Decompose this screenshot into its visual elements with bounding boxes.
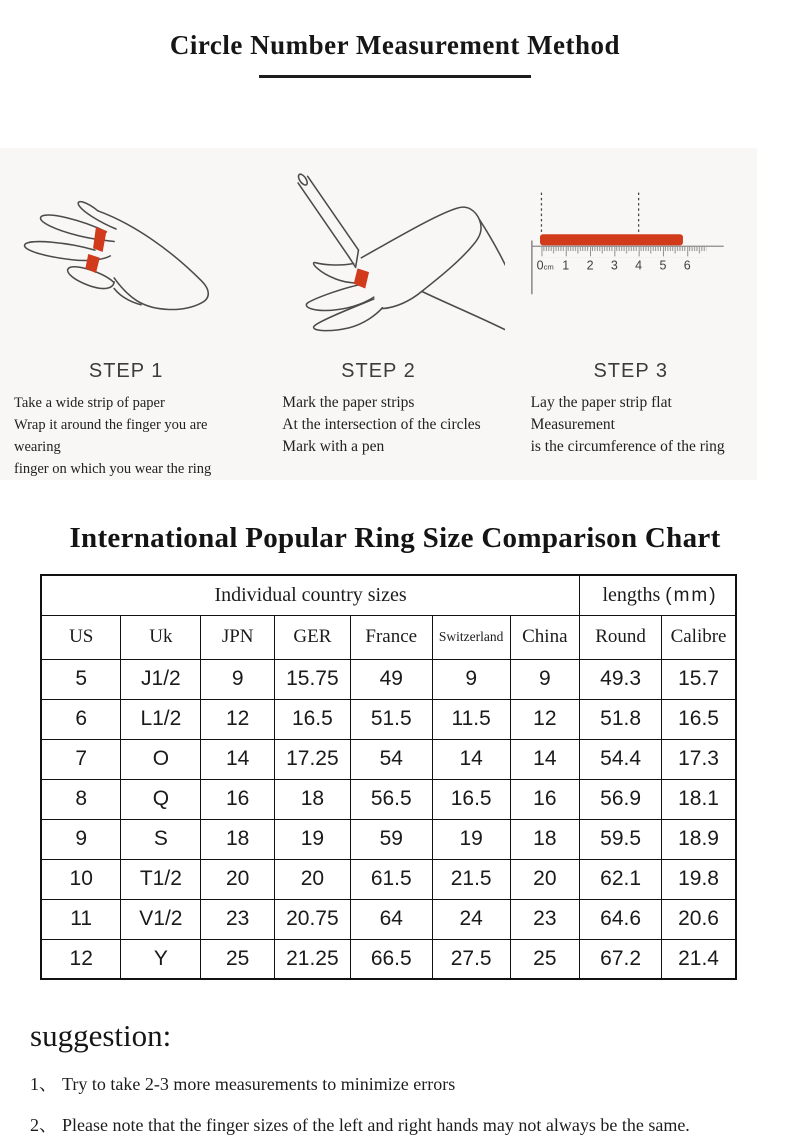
table-cell: 18.1: [662, 779, 736, 819]
step-2: [252, 152, 504, 480]
column-header: US: [41, 615, 121, 659]
step-3: [505, 152, 757, 480]
table-cell: 20: [275, 859, 351, 899]
table-cell: 19.8: [662, 859, 736, 899]
chart-title: International Popular Ring Size Comparison Chart: [69, 522, 721, 554]
table-cell: 14: [432, 739, 510, 779]
table-cell: 23: [201, 899, 275, 939]
step-2-line: Mark the paper strips: [282, 394, 415, 411]
table-cell: 16.5: [275, 699, 351, 739]
suggestion-item-text: Try to take 2-3 more measurements to minimize errors: [62, 1074, 456, 1094]
table-cell: 61.5: [350, 859, 432, 899]
header: [0, 0, 790, 78]
table-cell: 14: [510, 739, 580, 779]
table-row: [41, 939, 736, 979]
table-cell: 11: [41, 899, 121, 939]
table-row: [41, 819, 736, 859]
table-cell: 62.1: [580, 859, 662, 899]
suggestion-list: [30, 1070, 790, 1137]
column-header: France: [350, 615, 432, 659]
table-cell: Q: [121, 779, 201, 819]
table-cell: 20: [510, 859, 580, 899]
hand-mark-illustration: [252, 152, 504, 354]
step-2-line: At the intersection of the circles: [282, 416, 481, 433]
ruler-mark: 5: [659, 258, 667, 273]
table-cell: 66.5: [350, 939, 432, 979]
suggestion-item: [30, 1111, 790, 1137]
step-3-line: Measurement: [530, 416, 615, 433]
step-2-description: [252, 392, 504, 458]
step-2-label: STEP 2: [341, 360, 416, 382]
ring-size-table: [40, 574, 737, 980]
table-cell: 16: [510, 779, 580, 819]
suggestion-item-number: 1、: [30, 1074, 57, 1094]
table-cell: 21.25: [275, 939, 351, 979]
step-3-label: STEP 3: [593, 360, 669, 382]
table-cell: 56.9: [580, 779, 662, 819]
table-cell: 16: [201, 779, 275, 819]
table-cell: 15.75: [275, 659, 351, 699]
table-cell: 18: [201, 819, 275, 859]
table-cell: 7: [41, 739, 121, 779]
table-cell: O: [121, 739, 201, 779]
table-cell: 21.4: [662, 939, 736, 979]
table-cell: 17.25: [275, 739, 351, 779]
title-underline: [259, 75, 531, 78]
table-cell: 19: [275, 819, 351, 859]
suggestion-item-text: Please note that the finger sizes of the left and right hands may not always be the same.: [62, 1115, 690, 1135]
column-header-row: [41, 615, 736, 659]
step-3-line: is the circumference of the ring: [530, 438, 725, 455]
suggestion-item: [30, 1070, 790, 1096]
step-2-line: Mark with a pen: [282, 438, 385, 455]
ruler-mark: 4: [634, 258, 642, 273]
step-1-label: STEP 1: [88, 360, 164, 382]
column-header: Calibre: [662, 615, 736, 659]
comparison-chart-section: [0, 522, 790, 980]
table-cell: 9: [510, 659, 580, 699]
ruler-mark: 6: [683, 258, 691, 273]
column-header: GER: [275, 615, 351, 659]
table-cell: 56.5: [350, 779, 432, 819]
step-3-line: Lay the paper strip flat: [530, 394, 672, 411]
table-cell: 59.5: [580, 819, 662, 859]
step-1-description: [0, 392, 252, 480]
step-1: [0, 152, 252, 480]
table-cell: 51.5: [350, 699, 432, 739]
table-cell: 20.6: [662, 899, 736, 939]
ruler-illustration: [505, 152, 757, 354]
table-row: [41, 659, 736, 699]
column-header: Uk: [121, 615, 201, 659]
table-cell: 9: [432, 659, 510, 699]
table-cell: 16.5: [662, 699, 736, 739]
table-cell: 54.4: [580, 739, 662, 779]
group-header-countries: Individual country sizes: [41, 575, 580, 615]
table-cell: 49: [350, 659, 432, 699]
table-cell: 12: [41, 939, 121, 979]
step-1-line: Wrap it around the finger you are wearing: [14, 417, 208, 455]
step-1-line: Take a wide strip of paper: [14, 395, 165, 411]
table-cell: 24: [432, 899, 510, 939]
table-row: [41, 739, 736, 779]
column-header: Round: [580, 615, 662, 659]
step-3-description: [505, 392, 757, 458]
table-cell: 19: [432, 819, 510, 859]
table-cell: 64: [350, 899, 432, 939]
column-header: Switzerland: [432, 615, 510, 659]
table-row: [41, 859, 736, 899]
step-1-line: finger on which you wear the ring: [14, 461, 212, 477]
column-header: China: [510, 615, 580, 659]
ruler-measure-icon: [505, 152, 757, 354]
table-cell: 49.3: [580, 659, 662, 699]
table-cell: 51.8: [580, 699, 662, 739]
table-cell: 9: [41, 819, 121, 859]
table-cell: 27.5: [432, 939, 510, 979]
table-row: [41, 779, 736, 819]
suggestion-item-number: 2、: [30, 1115, 57, 1135]
hand-wrap-illustration: [0, 152, 252, 354]
group-header-row: [41, 575, 736, 615]
ruler-mark: 1: [561, 258, 569, 273]
hand-with-pen-icon: [252, 152, 504, 354]
page-title: Circle Number Measurement Method: [169, 30, 621, 60]
ruler-mark: 3: [610, 258, 618, 273]
table-cell: 8: [41, 779, 121, 819]
table-cell: 21.5: [432, 859, 510, 899]
table-cell: 67.2: [580, 939, 662, 979]
steps-section: [0, 148, 757, 480]
table-cell: T1/2: [121, 859, 201, 899]
table-cell: 25: [510, 939, 580, 979]
table-cell: 5: [41, 659, 121, 699]
table-cell: 10: [41, 859, 121, 899]
table-cell: 18.9: [662, 819, 736, 859]
table-cell: 17.3: [662, 739, 736, 779]
table-cell: 18: [510, 819, 580, 859]
table-cell: 14: [201, 739, 275, 779]
table-cell: 16.5: [432, 779, 510, 819]
hand-with-paper-strip-icon: [0, 152, 252, 354]
column-header: JPN: [201, 615, 275, 659]
ruler-mark: 2: [586, 258, 594, 273]
table-cell: J1/2: [121, 659, 201, 699]
table-cell: S: [121, 819, 201, 859]
table-cell: 12: [510, 699, 580, 739]
table-cell: 59: [350, 819, 432, 859]
table-row: [41, 699, 736, 739]
table-cell: 23: [510, 899, 580, 939]
suggestion-section: [30, 1018, 790, 1137]
table-row: [41, 899, 736, 939]
table-cell: 20: [201, 859, 275, 899]
table-cell: Y: [121, 939, 201, 979]
group-header-lengths: lengths (mm): [580, 575, 736, 615]
table-cell: 25: [201, 939, 275, 979]
table-cell: 6: [41, 699, 121, 739]
table-cell: 11.5: [432, 699, 510, 739]
table-cell: L1/2: [121, 699, 201, 739]
suggestion-title: suggestion:: [30, 1018, 172, 1053]
table-cell: V1/2: [121, 899, 201, 939]
size-table-body: [41, 659, 736, 979]
table-cell: 54: [350, 739, 432, 779]
ruler-zero-label: 0cm: [536, 258, 554, 273]
table-cell: 9: [201, 659, 275, 699]
table-cell: 18: [275, 779, 351, 819]
table-cell: 15.7: [662, 659, 736, 699]
table-cell: 64.6: [580, 899, 662, 939]
table-cell: 20.75: [275, 899, 351, 939]
table-cell: 12: [201, 699, 275, 739]
